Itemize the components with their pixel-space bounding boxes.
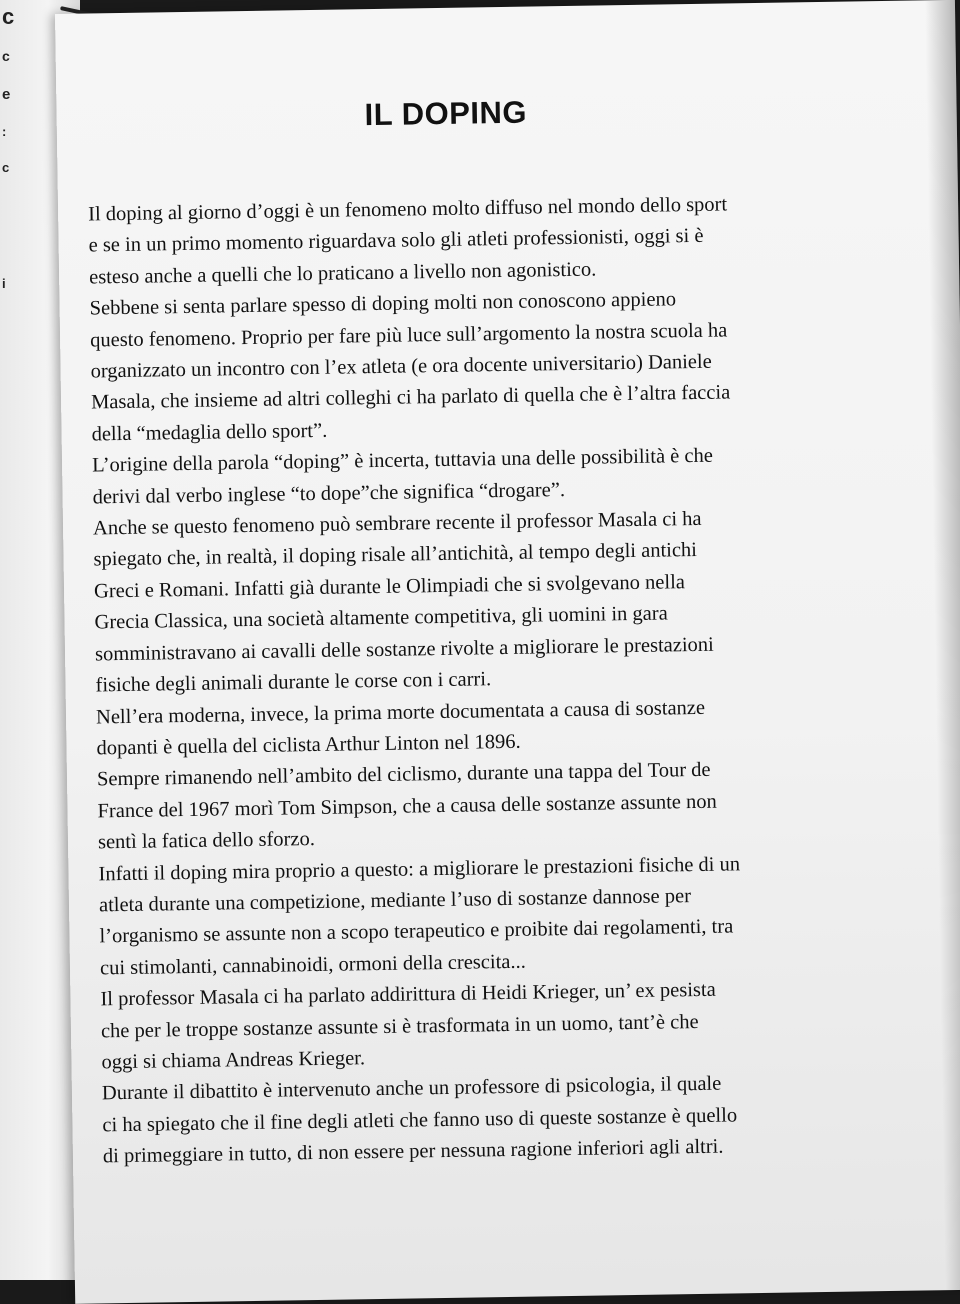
- text-line: oggi si chiama Andreas Krieger.: [101, 1047, 366, 1074]
- text-line: Sebbene si senta parlare spesso di doping molti non conoscono appieno: [89, 288, 677, 320]
- text-line: dopanti è quella del ciclista Arthur Linton nel 1896.: [96, 730, 521, 760]
- text-line: cui stimolanti, cannabinoidi, ormoni della crescita...: [99, 950, 526, 980]
- text-line: Greci e Romani. Infatti già durante le Olimpiadi che si svolgevano nella: [93, 571, 686, 603]
- paragraph: [102, 1066, 893, 1173]
- text-line: Infatti il doping mira proprio a questo: a migliorare le prestazioni fisiche di un: [98, 852, 741, 885]
- text-line: Il professor Masala ci ha parlato addirittura di Heidi Krieger, un’ ex pesista: [100, 978, 716, 1011]
- margin-fragment: c: [2, 48, 10, 64]
- text-line: Nell’era moderna, invece, la prima morte documentata a causa di sostanze: [95, 696, 706, 728]
- text-line: Sempre rimanendo nell’ambito del ciclismo, durante una tappa del Tour de: [96, 759, 711, 791]
- paragraph: [89, 281, 881, 450]
- paragraph: [98, 847, 890, 985]
- document-body: [88, 187, 893, 1173]
- text-line: Anche se questo fenomeno può sembrare recente il professor Masala ci ha: [92, 507, 702, 540]
- text-line: L’origine della parola “doping” è incerta, tuttavia una delle possibilità è che: [91, 444, 714, 477]
- text-line: Il doping al giorno d’oggi è un fenomeno molto diffuso nel mondo dello sport: [87, 193, 728, 226]
- margin-fragment: c: [2, 160, 10, 175]
- text-line: sentì la fatica dello sforzo.: [97, 828, 316, 854]
- paragraph: [100, 972, 891, 1079]
- margin-fragment: c: [2, 4, 15, 29]
- text-line: France del 1967 morì Tom Simpson, che a causa delle sostanze assunte non: [97, 790, 717, 823]
- margin-fragment: i: [2, 276, 6, 291]
- text-line: di primeggiare in tutto, di non essere per nessuna ragione inferiori agli altri.: [102, 1135, 724, 1168]
- page-shadow: [925, 0, 960, 1290]
- paragraph: [93, 501, 886, 702]
- text-line: che per le troppe sostanze assunte si è trasformata in un uomo, tant’è che: [100, 1010, 699, 1042]
- text-line: derivi dal verbo inglese “to dope”che significa “drogare”.: [92, 478, 566, 509]
- text-line: spiegato che, in realtà, il doping risale all’antichità, al tempo degli antichi: [93, 539, 698, 571]
- paragraph: [97, 752, 888, 859]
- text-line: Masala, che insieme ad altri colleghi ci ha parlato di quella che è l’altra faccia: [90, 381, 731, 414]
- text-line: somministravano ai cavalli delle sostanze rivolte a migliorare le prestazioni: [94, 633, 714, 666]
- text-line: Durante il dibattito è intervenuto anche un professore di psicologia, il quale: [101, 1073, 722, 1105]
- text-line: Grecia Classica, una società altamente competitiva, gli uomini in gara: [94, 602, 668, 634]
- text-line: organizzato un incontro con l’ex atleta (e ora docente universitario) Daniele: [90, 350, 712, 383]
- paragraph: [88, 187, 879, 294]
- text-line: della “medaglia dello sport”.: [91, 419, 328, 446]
- text-line: atleta durante una competizione, mediante l’uso di sostanze dannose per: [98, 885, 692, 917]
- document-title: IL DOPING: [364, 94, 528, 133]
- text-line: esteso anche a quelli che lo praticano a livello non agonistico.: [88, 258, 597, 289]
- margin-fragment: :: [2, 124, 7, 139]
- text-line: questo fenomeno. Proprio per fare più luce sull’argomento la nostra scuola ha: [89, 319, 728, 352]
- text-line: fisiche degli animali durante le corse con i carri.: [95, 668, 492, 697]
- text-line: ci ha spiegato che il fine degli atleti che fanno uso di queste sostanze è quello: [102, 1104, 738, 1137]
- document-page: [55, 0, 960, 1304]
- margin-fragment: e: [2, 86, 11, 103]
- text-line: l’organismo se assunte non a scopo terapeutico e proibite dai regolamenti, tra: [99, 915, 734, 948]
- text-line: e se in un primo momento riguardava solo gli atleti professionisti, oggi si è: [88, 225, 704, 257]
